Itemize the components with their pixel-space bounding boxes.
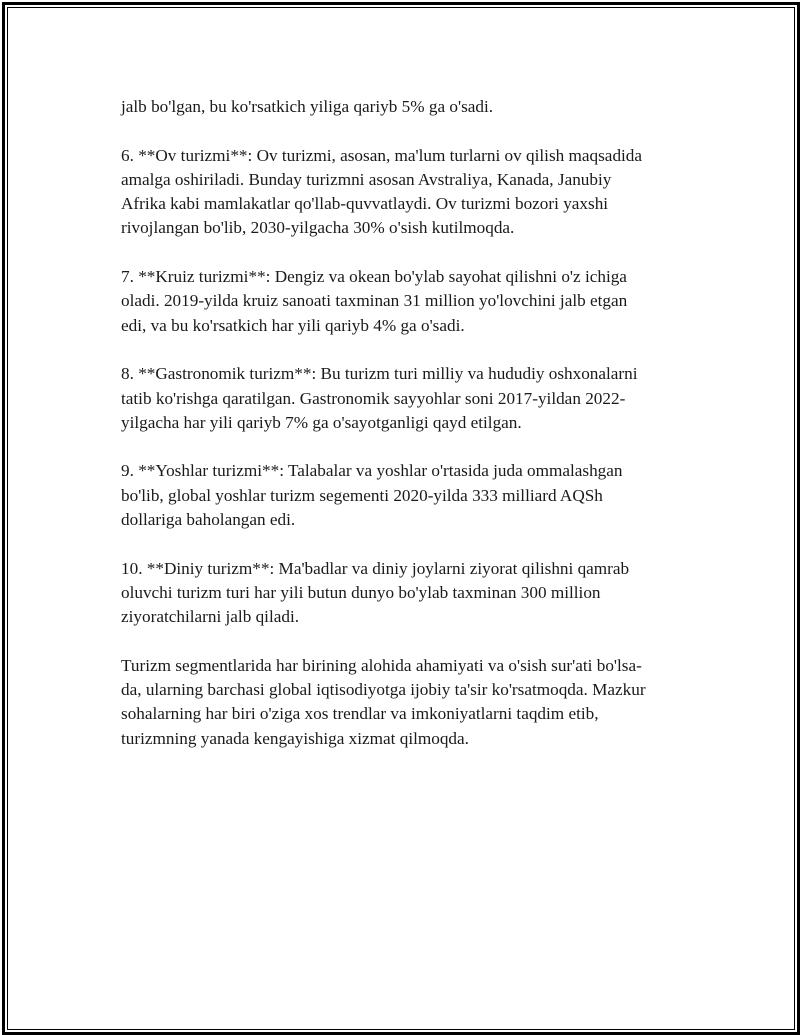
paragraph-youth-tourism <box>121 459 701 532</box>
paragraph-religious-tourism <box>121 557 701 630</box>
text-line: Afrika kabi mamlakatlar qo'llab-quvvatlaydi. Ov turizmi bozori yaxshi <box>121 194 609 214</box>
text-line: 8. **Gastronomik turizm**: Bu turizm turi milliy va hududiy oshxonalarni <box>121 364 638 384</box>
text-line: jalb bo'lgan, bu ko'rsatkich yiliga qariyb 5% ga o'sadi. <box>121 97 494 116</box>
text-line: tatib ko'rishga qaratilgan. Gastronomik sayyohlar soni 2017-yildan 2022- <box>121 388 626 408</box>
text-line: Turizm segmentlarida har birining alohida ahamiyati va o'sish sur'ati bo'lsa- <box>121 655 642 675</box>
text-line: 7. **Kruiz turizmi**: Dengiz va okean bo'ylab sayohat qilishni o'z ichiga <box>121 267 627 287</box>
text-line: dollariga baholangan edi. <box>121 510 296 530</box>
text-line: turizmning yanada kengayishiga xizmat qilmoqda. <box>121 728 469 748</box>
text-line: amalga oshiriladi. Bunday turizmni asosan Avstraliya, Kanada, Janubiy <box>121 169 612 189</box>
text-line: bo'lib, global yoshlar turizm segementi 2020-yilda 333 milliard AQSh <box>121 485 603 505</box>
text-line: oladi. 2019-yilda kruiz sanoati taxminan 31 million yo'lovchini jalb etgan <box>121 291 628 311</box>
document-body <box>121 95 701 775</box>
text-line: 6. **Ov turizmi**: Ov turizmi, asosan, ma'lum turlarni ov qilish maqsadida <box>121 145 643 165</box>
paragraph-hunting-tourism <box>121 144 701 241</box>
text-line: oluvchi turizm turi har yili butun dunyo bo'ylab taxminan 300 million <box>121 582 601 602</box>
text-line: sohalarning har biri o'ziga xos trendlar va imkoniyatlarni taqdim etib, <box>121 704 599 724</box>
paragraph-conclusion <box>121 654 701 751</box>
text-line: rivojlangan bo'lib, 2030-yilgacha 30% o'sish kutilmoqda. <box>121 218 515 238</box>
paragraph-cruise-tourism <box>121 265 701 338</box>
text-line: ziyoratchilarni jalb qiladi. <box>121 607 300 627</box>
paragraph-continuation <box>121 95 701 119</box>
text-line: da, ularning barchasi global iqtisodiyotga ijobiy ta'sir ko'rsatmoqda. Mazkur <box>121 680 646 700</box>
text-line: yilgacha har yili qariyb 7% ga o'sayotganligi qayd etilgan. <box>121 412 522 432</box>
paragraph-gastronomic-tourism <box>121 362 701 435</box>
page-frame <box>2 2 800 1035</box>
text-line: edi, va bu ko'rsatkich har yili qariyb 4% ga o'sadi. <box>121 315 465 335</box>
text-line: 9. **Yoshlar turizmi**: Talabalar va yoshlar o'rtasida juda ommalashgan <box>121 461 623 481</box>
text-line: 10. **Diniy turizm**: Ma'badlar va diniy joylarni ziyorat qilishni qamrab <box>121 558 630 578</box>
